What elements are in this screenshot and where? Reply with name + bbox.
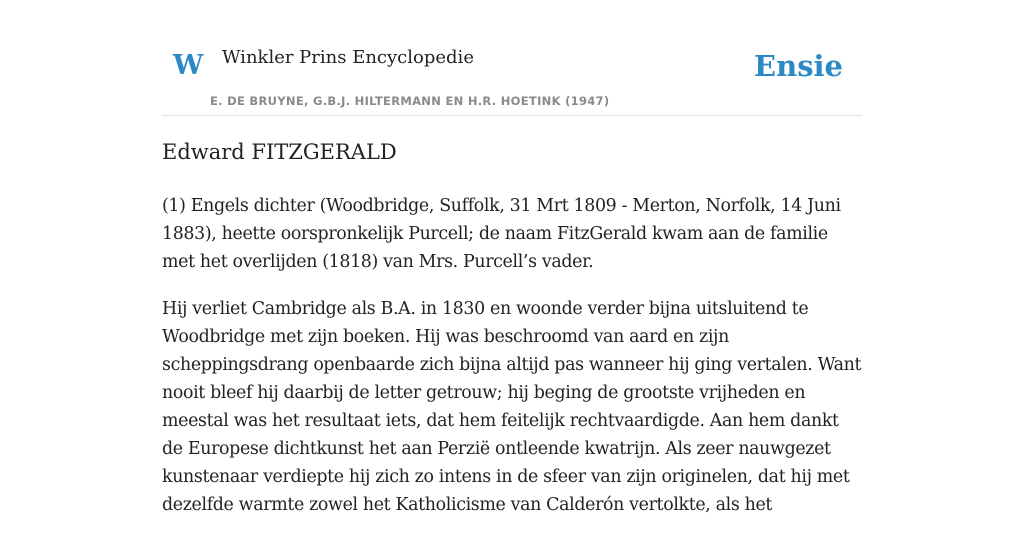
publication-logo-icon[interactable]: W	[173, 50, 204, 81]
article-title: Edward FITZGERALD	[162, 140, 397, 164]
publication-title[interactable]: Winkler Prins Encyclopedie	[222, 47, 474, 68]
brand-logo[interactable]: Ensie	[754, 49, 843, 83]
publication-authors: E. DE BRUYNE, G.B.J. HILTERMANN EN H.R. HOETINK (1947)	[210, 94, 610, 108]
article-body	[162, 192, 862, 538]
article-paragraph: Hij verliet Cambridge als B.A. in 1830 en woonde verder bijna uitsluitend te Woodbridge met zijn boeken. Hij was beschroomd van aard en zijn scheppingsdrang openbaarde zich bijna altijd pas wanneer hij ging vertalen. Want nooit bleef hij daarbij de letter getrouw; hij beging de grootste vrijheden en meestal was het resultaat iets, dat hem feitelijk rechtvaardigde. Aan hem dankt de Europese dichtkunst het aan Perzië ontleende kwatrijn. Als zeer nauwgezet kunstenaar verdiepte hij zich zo intens in de sfeer van zijn originelen, dat hij met dezelfde warmte zowel het Katholicisme van Calderón vertolkte, als het	[162, 299, 862, 515]
header	[162, 0, 862, 116]
page	[162, 0, 862, 515]
article-paragraph: (1) Engels dichter (Woodbridge, Suffolk, 31 Mrt 1809 - Merton, Norfolk, 14 Juni 1883), heette oorspronkelijk Purcell; de naam FitzGerald kwam aan de familie met het overlijden (1818) van Mrs. Purcell’s vader.	[162, 196, 841, 272]
